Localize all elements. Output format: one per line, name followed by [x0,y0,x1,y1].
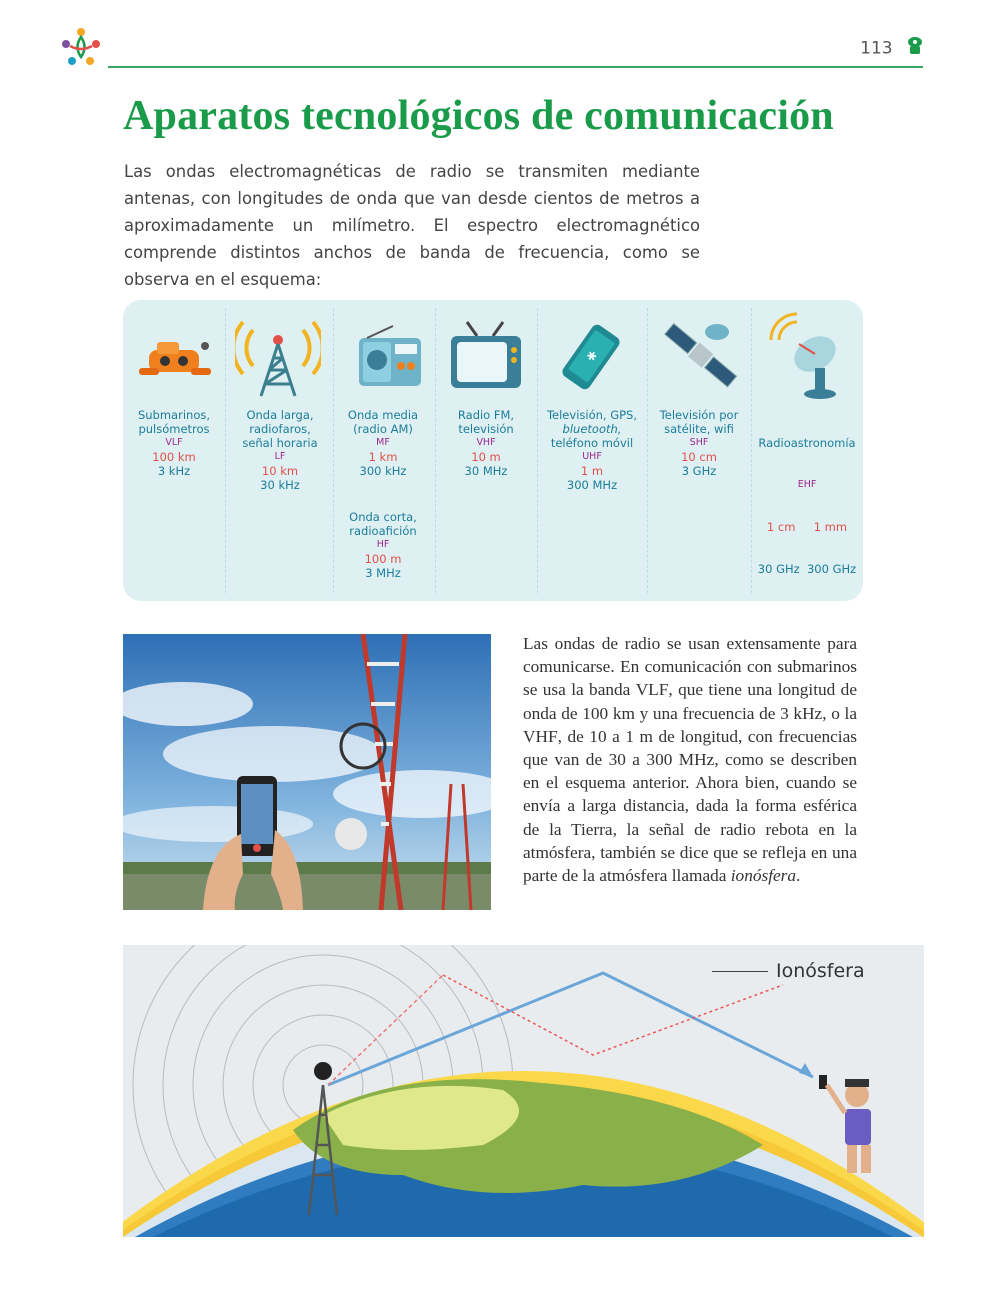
submarine-icon [135,328,215,398]
band-ehf: Radioastronomía EHF 1 cm 1 mm 30 GHz 300 GHz [757,436,857,576]
band-divider [647,308,648,593]
band-mf: Onda media (radio AM) MF 1 km 300 kHz [347,408,419,478]
logo-icon [58,24,104,70]
band-hf: Onda corta, radioafición HF 100 m 3 MHz [349,510,417,580]
radio-telescope-icon [765,310,855,402]
band-lf: Onda larga, radiofaros, señal horaria LF 10 km 30 kHz [242,408,318,492]
antenna-photo [123,634,491,910]
ionosphere-label: Ionósfera [776,960,865,982]
page-title: Aparatos tecnológicos de comunicación [123,93,834,139]
header-rule [108,66,923,68]
body-paragraph: Las ondas de radio se usan extensamente para comunicarse. En comunicación con submarinos se usa la banda VLF, que tiene una longitud de onda de 100 km y una frecuencia de 3 kHz, o la VHF, de 10 a 1 m de longitud, con frecuencias que van de 30 a 300 MHz, como se describen en el esquema anterior. Ahora bien, cuando se envía a larga distancia, dada la forma esférica de la Tierra, la señal de radio rebota en la atmósfera, también se dice que se refleja en una parte de la atmósfera llamada ionósfera. [523,634,857,886]
radio-icon [353,322,427,396]
satellite-icon [655,314,745,398]
intro-paragraph: Las ondas electromagnéticas de radio se transmiten mediante antenas, con longitudes de onda que van desde cientos de metros a aproximadamente un milímetro. El espectro electromagnético comprende distintos anchos de banda de frecuencia, como se observa en el esquema: [124,162,700,289]
band-divider [537,308,538,593]
band-vlf: Submarinos, pulsómetros VLF 100 km 3 kHz [137,408,211,478]
band-uhf: Televisión, GPS, bluetooth, teléfono móvil UHF 1 m 300 MHz [546,408,638,492]
mobile-phone-icon [553,324,629,390]
band-vhf: Radio FM, televisión VHF 10 m 30 MHz [457,408,515,478]
svg-text:✱: ✱ [583,347,600,365]
band-divider [333,308,334,593]
ionosphere-arrow [712,971,768,972]
band-divider [225,308,226,593]
radio-tower-icon [235,308,321,400]
band-divider [435,308,436,593]
band-shf: Televisión por satélite, wifi SHF 10 cm 3 GHz [659,408,739,478]
spectrum-diagram [123,300,863,601]
ionosphere-diagram [123,945,924,1237]
television-icon [447,320,525,396]
page-ornament-icon [906,36,924,61]
page-number: 113 [860,36,924,61]
